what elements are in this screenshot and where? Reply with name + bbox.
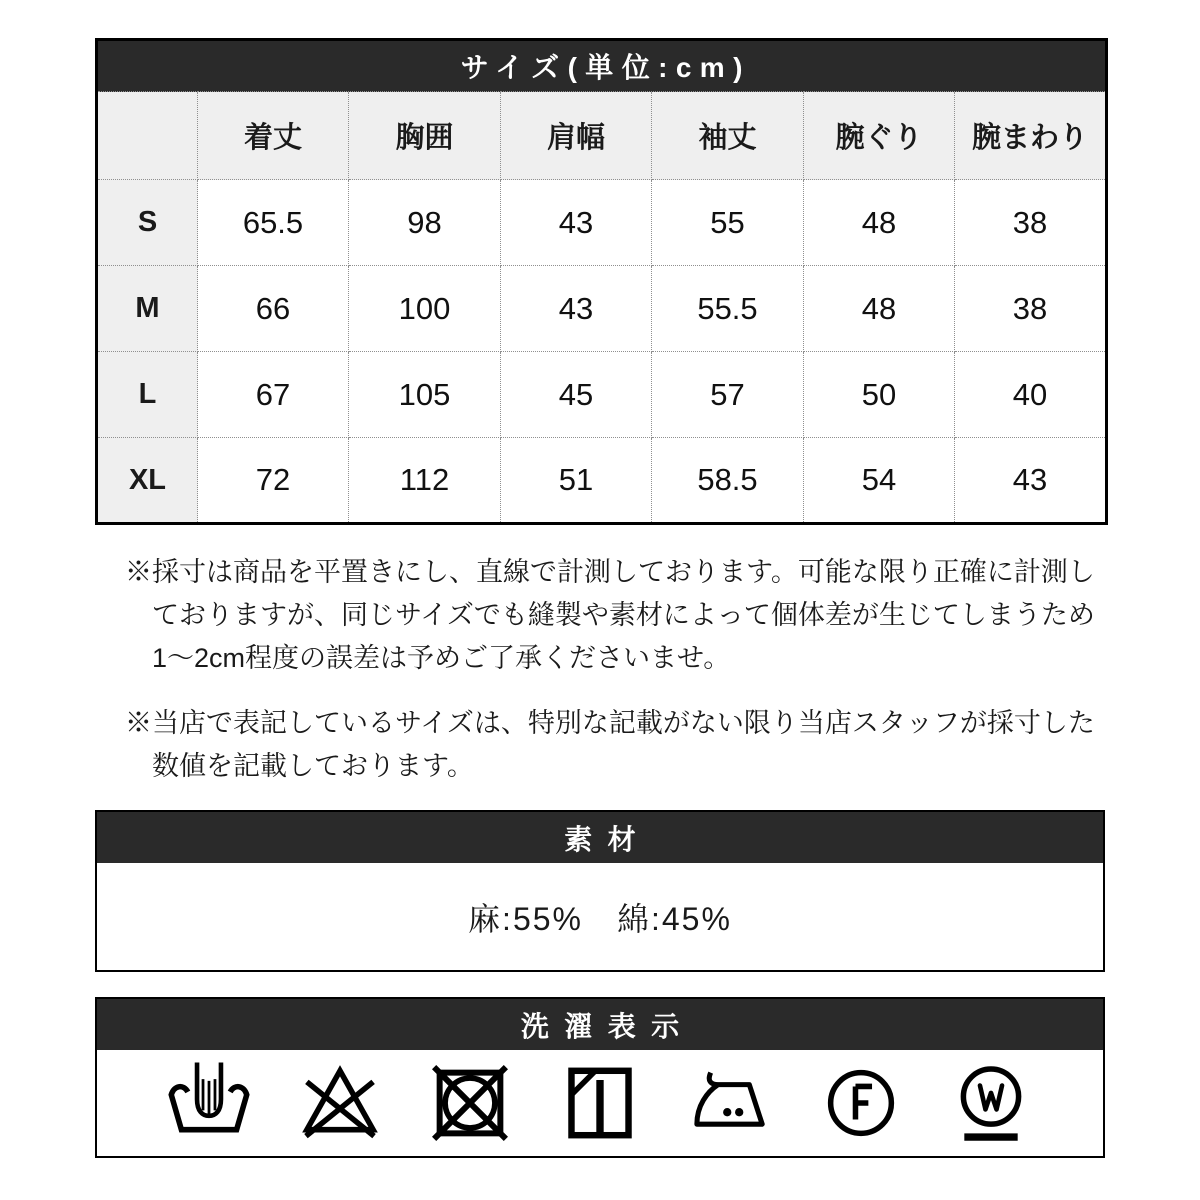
table-cell: 55 (652, 180, 804, 266)
col-header-sleeve: 袖丈 (652, 92, 804, 180)
care-section-title: 洗濯表示 (97, 999, 1103, 1050)
staff-measured-note (95, 702, 1105, 788)
table-cell: 55.5 (652, 266, 804, 352)
col-header-length: 着丈 (198, 92, 349, 180)
product-spec-sheet (95, 0, 1105, 1158)
row-size-label: M (97, 266, 198, 352)
table-row-m (97, 266, 1107, 352)
table-row-xl (97, 438, 1107, 524)
size-table-corner-cell (97, 92, 198, 180)
table-cell: 54 (804, 438, 955, 524)
material-composition: 麻:55% 綿:45% (97, 863, 1103, 970)
col-header-arm-circum: 腕まわり (955, 92, 1107, 180)
table-cell: 67 (198, 352, 349, 438)
size-table (95, 38, 1108, 525)
col-header-armhole: 腕ぐり (804, 92, 955, 180)
table-cell: 48 (804, 266, 955, 352)
table-cell: 43 (501, 180, 652, 266)
table-cell: 48 (804, 180, 955, 266)
table-cell: 105 (349, 352, 501, 438)
col-header-chest: 胸囲 (349, 92, 501, 180)
table-cell: 98 (349, 180, 501, 266)
size-table-header-row (97, 92, 1107, 180)
table-cell: 112 (349, 438, 501, 524)
note-line: 1〜2cm程度の誤差は予めご了承くださいませ。 (152, 643, 731, 673)
table-cell: 50 (804, 352, 955, 438)
table-cell: 72 (198, 438, 349, 524)
table-cell: 51 (501, 438, 652, 524)
table-cell: 38 (955, 266, 1107, 352)
col-header-shoulder: 肩幅 (501, 92, 652, 180)
note-line: ※採寸は商品を平置きにし、直線で計測しております。可能な限り正確に計測し (125, 557, 1095, 587)
note-line: ておりますが、同じサイズでも縫製や素材によって個体差が生じてしまうため (152, 600, 1095, 630)
table-cell: 40 (955, 352, 1107, 438)
note-line: 数値を記載しております。 (152, 751, 474, 781)
table-cell: 66 (198, 266, 349, 352)
do-not-tumble-dry-icon (424, 1057, 516, 1149)
material-section (95, 810, 1105, 972)
table-cell: 58.5 (652, 438, 804, 524)
care-label-section (95, 997, 1105, 1158)
table-cell: 45 (501, 352, 652, 438)
wet-clean-w-icon (945, 1057, 1037, 1149)
table-row-l (97, 352, 1107, 438)
table-cell: 43 (955, 438, 1107, 524)
note-line: ※当店で表記しているサイズは、特別な記載がない限り当店スタッフが採寸した (125, 708, 1095, 738)
row-size-label: L (97, 352, 198, 438)
table-cell: 65.5 (198, 180, 349, 266)
row-size-label: XL (97, 438, 198, 524)
hand-wash-icon (163, 1057, 255, 1149)
table-cell: 57 (652, 352, 804, 438)
material-section-title: 素材 (97, 812, 1103, 863)
table-row-s (97, 180, 1107, 266)
table-cell: 43 (501, 266, 652, 352)
size-table-title: サイズ(単位:cm) (97, 40, 1107, 92)
measurement-note (95, 551, 1105, 680)
line-dry-in-shade-icon (554, 1057, 646, 1149)
table-cell: 38 (955, 180, 1107, 266)
iron-medium-icon (684, 1057, 776, 1149)
dry-clean-f-icon (815, 1057, 907, 1149)
row-size-label: S (97, 180, 198, 266)
table-cell: 100 (349, 266, 501, 352)
care-icon-row (97, 1050, 1103, 1156)
do-not-bleach-icon (294, 1057, 386, 1149)
